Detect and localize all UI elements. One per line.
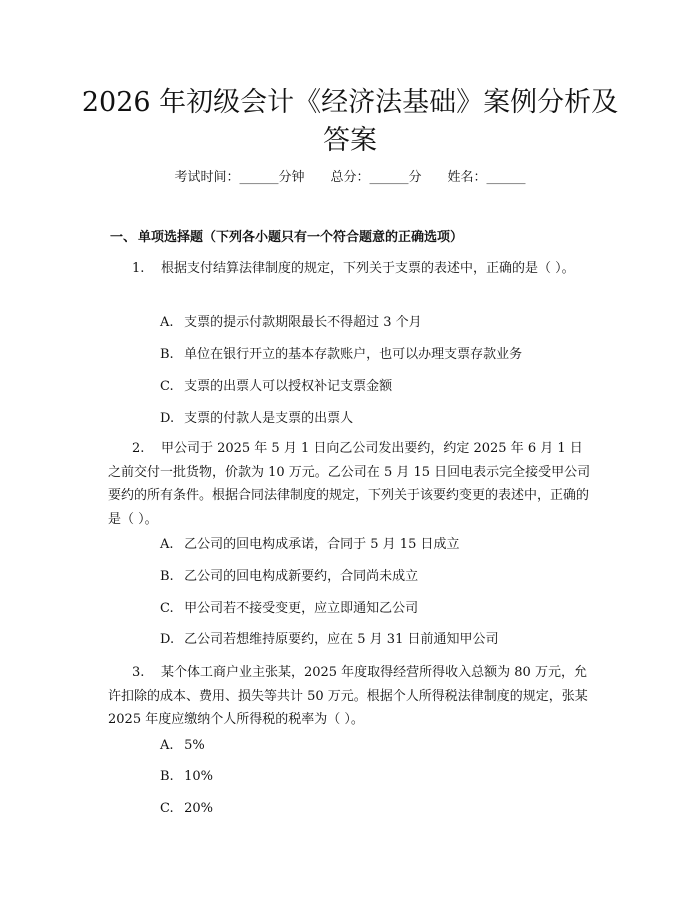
question-3-number: 3. [132,665,145,680]
exam-name: 姓名：______ [447,170,526,185]
document-title-line1: 2026 年初级会计《经济法基础》案例分析及 [81,87,619,118]
question-3-option-a: A. 5% [160,738,205,753]
question-1-option-c: C. 支票的出票人可以授权补记支票金额 [160,379,393,394]
question-1-option-a: A. 支票的提示付款期限最长不得超过 3 个月 [160,315,422,330]
exam-meta [0,168,700,188]
question-3-text: 某个体工商户业主张某，2025 年度取得经营所得收入总额为 80 万元，允许扣除的成本、费用、损失等共计 50 万元。根据个人所得税法律制度的规定，张某 2025 年度应缴纳个人所得税的税率为（ ）。 [108,665,588,727]
question-1-option-d: D. 支票的付款人是支票的出票人 [160,411,354,426]
question-2-option-a: A. 乙公司的回电构成承诺，合同于 5 月 15 日成立 [160,537,460,552]
question-1-text: 根据支付结算法律制度的规定，下列关于支票的表述中，正确的是（ ）。 [160,261,575,276]
exam-time: 考试时间：______分钟 [174,170,305,185]
question-1-option-b: B. 单位在银行开立的基本存款账户，也可以办理支票存款业务 [160,347,523,362]
question-3-option-b: B. 10% [160,769,214,784]
section-number: 一、 [110,230,137,245]
question-2-number: 2. [132,441,145,456]
section-title: 单项选择题（下列各小题只有一个符合题意的正确选项） [138,230,464,245]
question-3-option-c: C. 20% [160,801,214,816]
section-heading [110,228,463,248]
question-2-option-c: C. 甲公司若不接受变更，应立即通知乙公司 [160,601,419,616]
document-title-line2: 答案 [323,125,377,156]
question-1-number: 1. [132,261,145,276]
question-2-stem [108,437,592,531]
question-2-option-b: B. 乙公司的回电构成新要约，合同尚未成立 [160,569,419,584]
question-3-stem [108,661,592,732]
exam-score: 总分：______分 [330,170,422,185]
question-2-text: 甲公司于 2025 年 5 月 1 日向乙公司发出要约，约定 2025 年 6 月 1 日之前交付一批货物，价款为 10 万元。乙公司在 5 月 15 日回电表示完全接受甲公司要约的所有条件。根据合同法律制度的规定，下列关于该要约变更的表述中，正确的是（ ）。 [108,441,591,527]
question-1-stem [108,257,592,281]
question-2-option-d: D. 乙公司若想维持原要约，应在 5 月 31 日前通知甲公司 [160,632,499,647]
